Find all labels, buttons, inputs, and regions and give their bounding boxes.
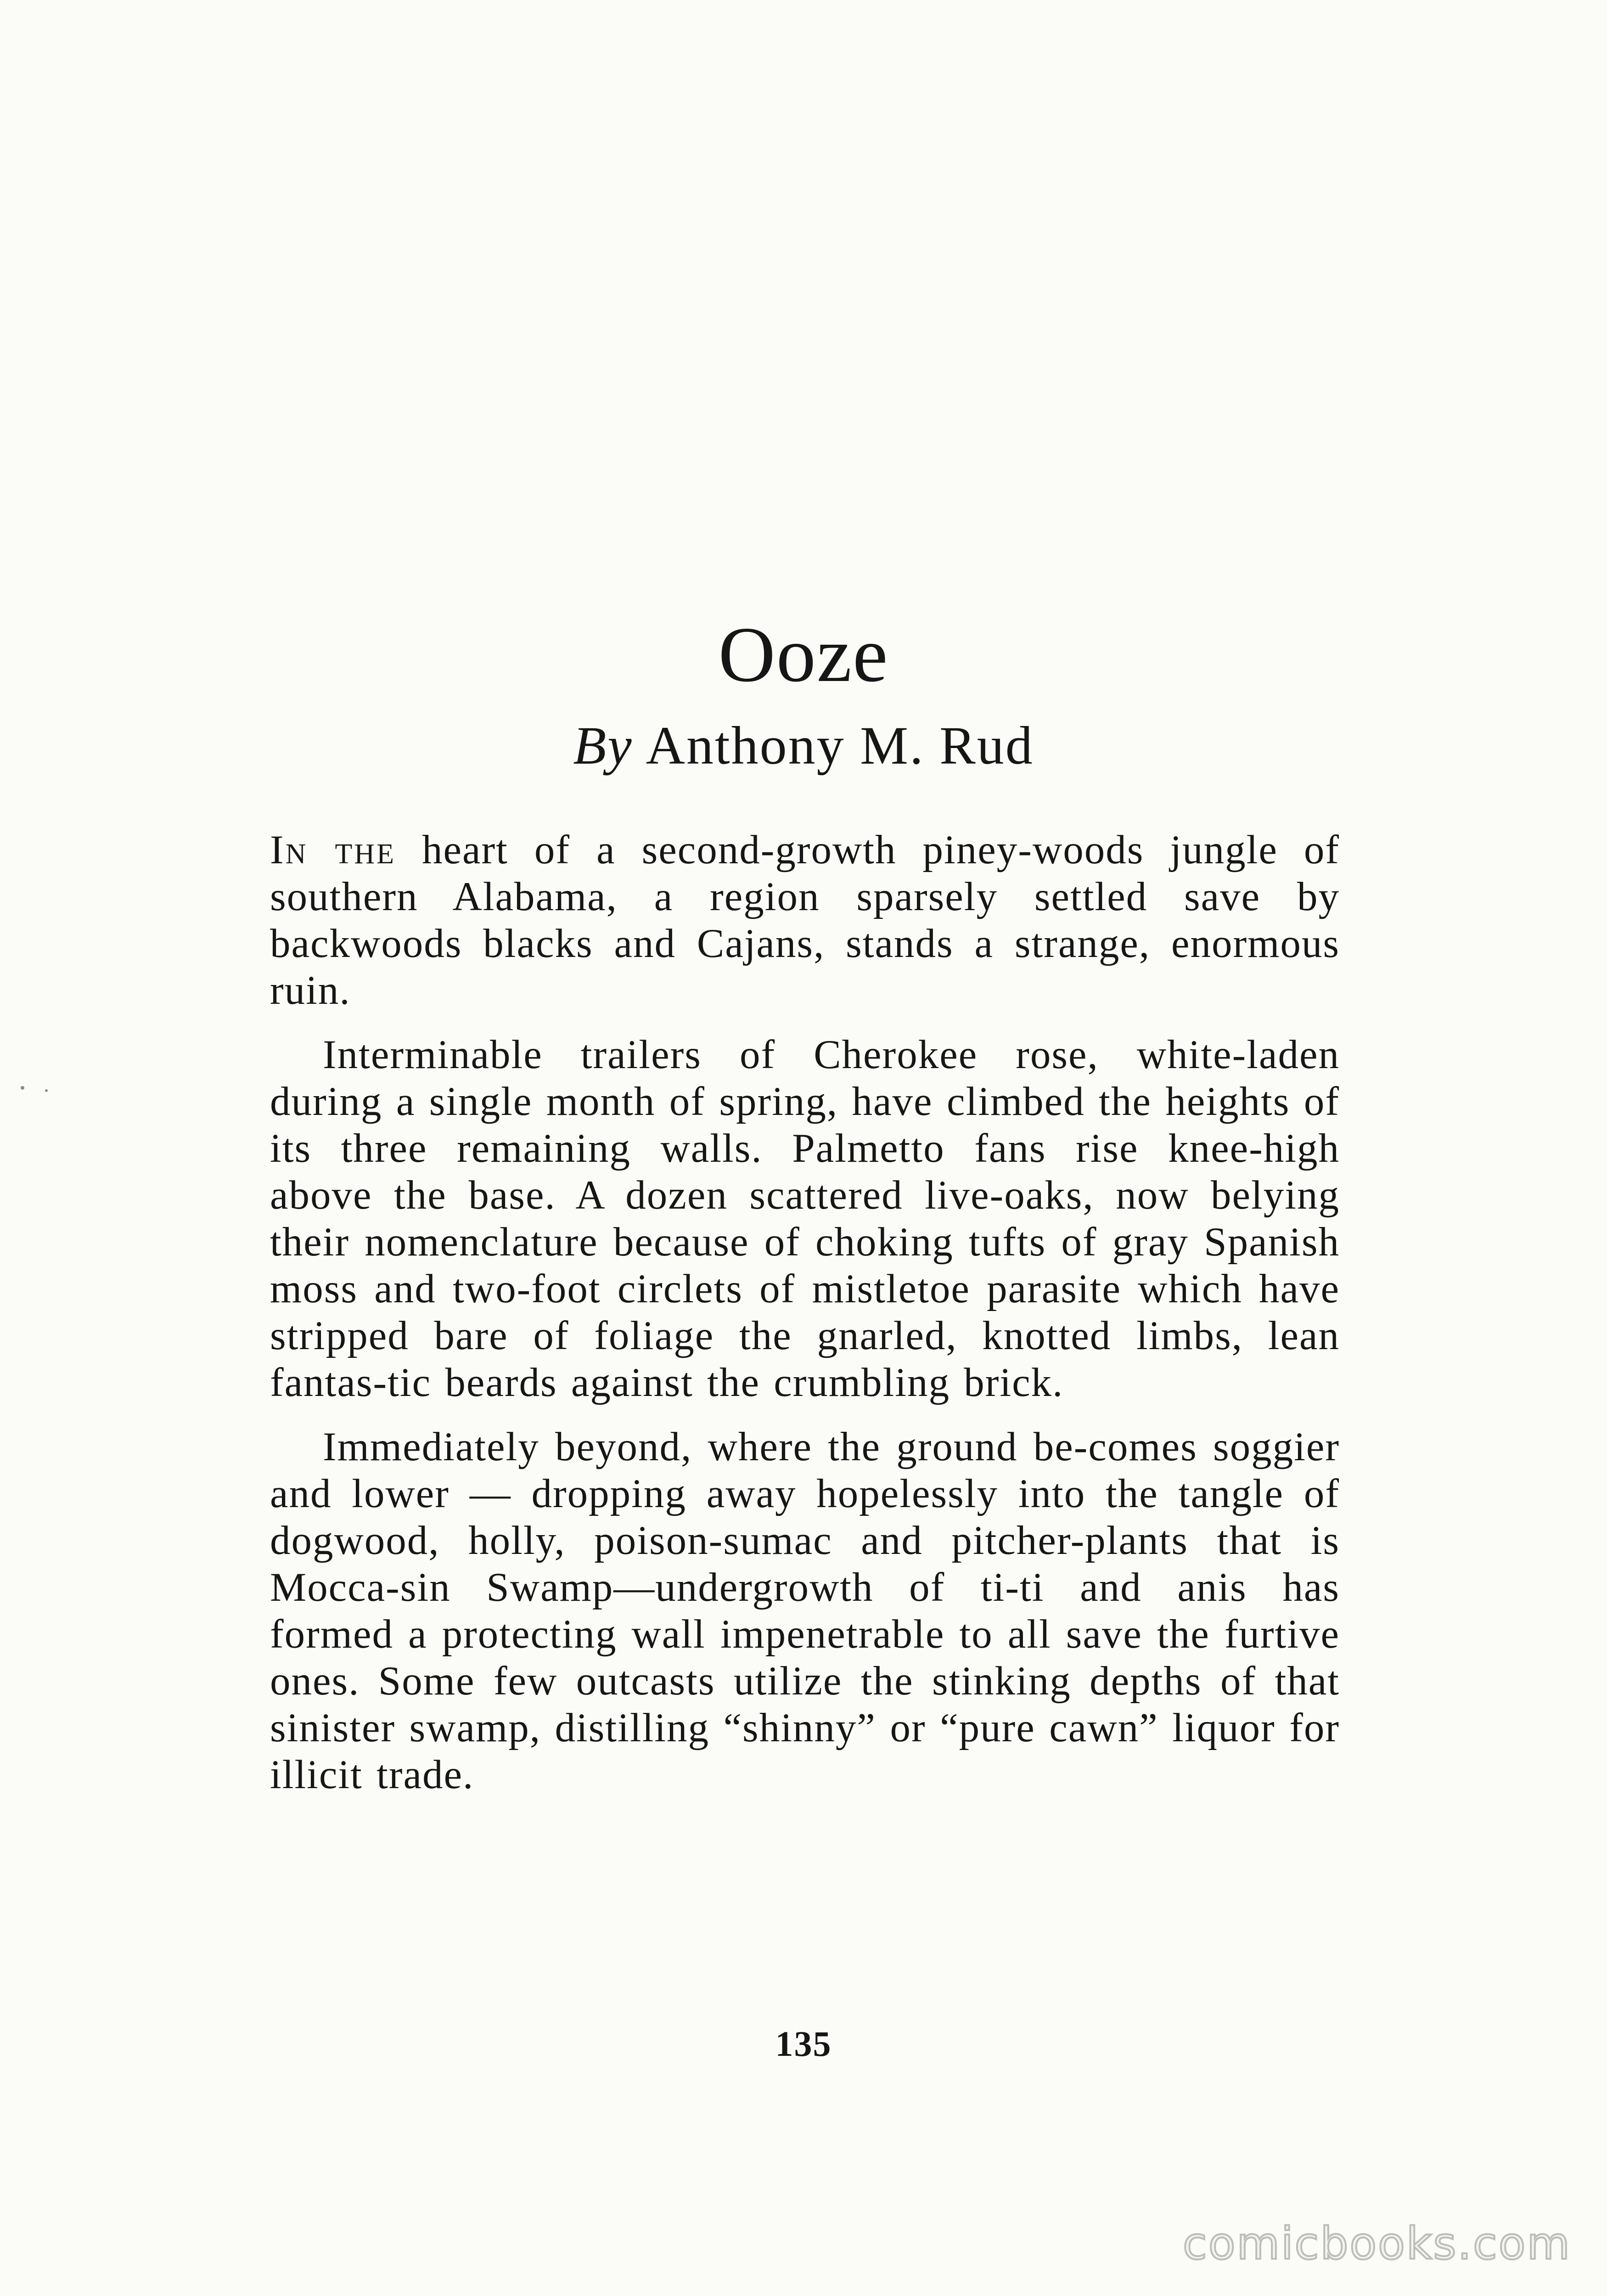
page-number: 135 [775,2024,832,2064]
paper-speck [45,1089,48,1092]
paragraph-1 [270,827,1340,1014]
byline [0,715,1607,776]
paper-speck [21,1086,24,1090]
story-body [270,827,1340,1816]
byline-prefix: By [573,715,633,776]
paragraph-1-lead: In the [270,827,396,872]
paragraph-1-text: heart of a second-growth piney-woods jungle of southern Alabama, a region sparsely settled save by backwoods blacks and Cajans, stands a strange, enormous ruin. [270,827,1340,1013]
paragraph-3: Immediately beyond, where the ground be-comes soggier and lower — dropping away hopelessly into the tangle of dogwood, holly, poison-sumac and pitcher-plants that is Mocca-sin Swamp—undergrowth of ti-ti and anis has formed a protecting wall impenetrable to all save the furtive ones. Some few outcasts utilize the stinking depths of that sinister swamp, distilling “shinny” or “pure cawn” liquor for illicit trade. [270,1424,1340,1797]
paragraph-2: Interminable trailers of Cherokee rose, white-laden during a single month of spring, have climbed the heights of its three remaining walls. Palmetto fans rise knee-high above the base. A dozen scattered live-oaks, now belying their nomenclature because of choking tufts of gray Spanish moss and two-foot circlets of mistletoe parasite which have stripped bare of foliage the gnarled, knotted limbs, lean fantas-tic beards against the crumbling brick. [270,1032,1340,1405]
watermark-logo: comicbooks.com [1182,2218,1571,2269]
story-title: Ooze [718,611,889,698]
author-name: Anthony M. Rud [646,715,1034,776]
